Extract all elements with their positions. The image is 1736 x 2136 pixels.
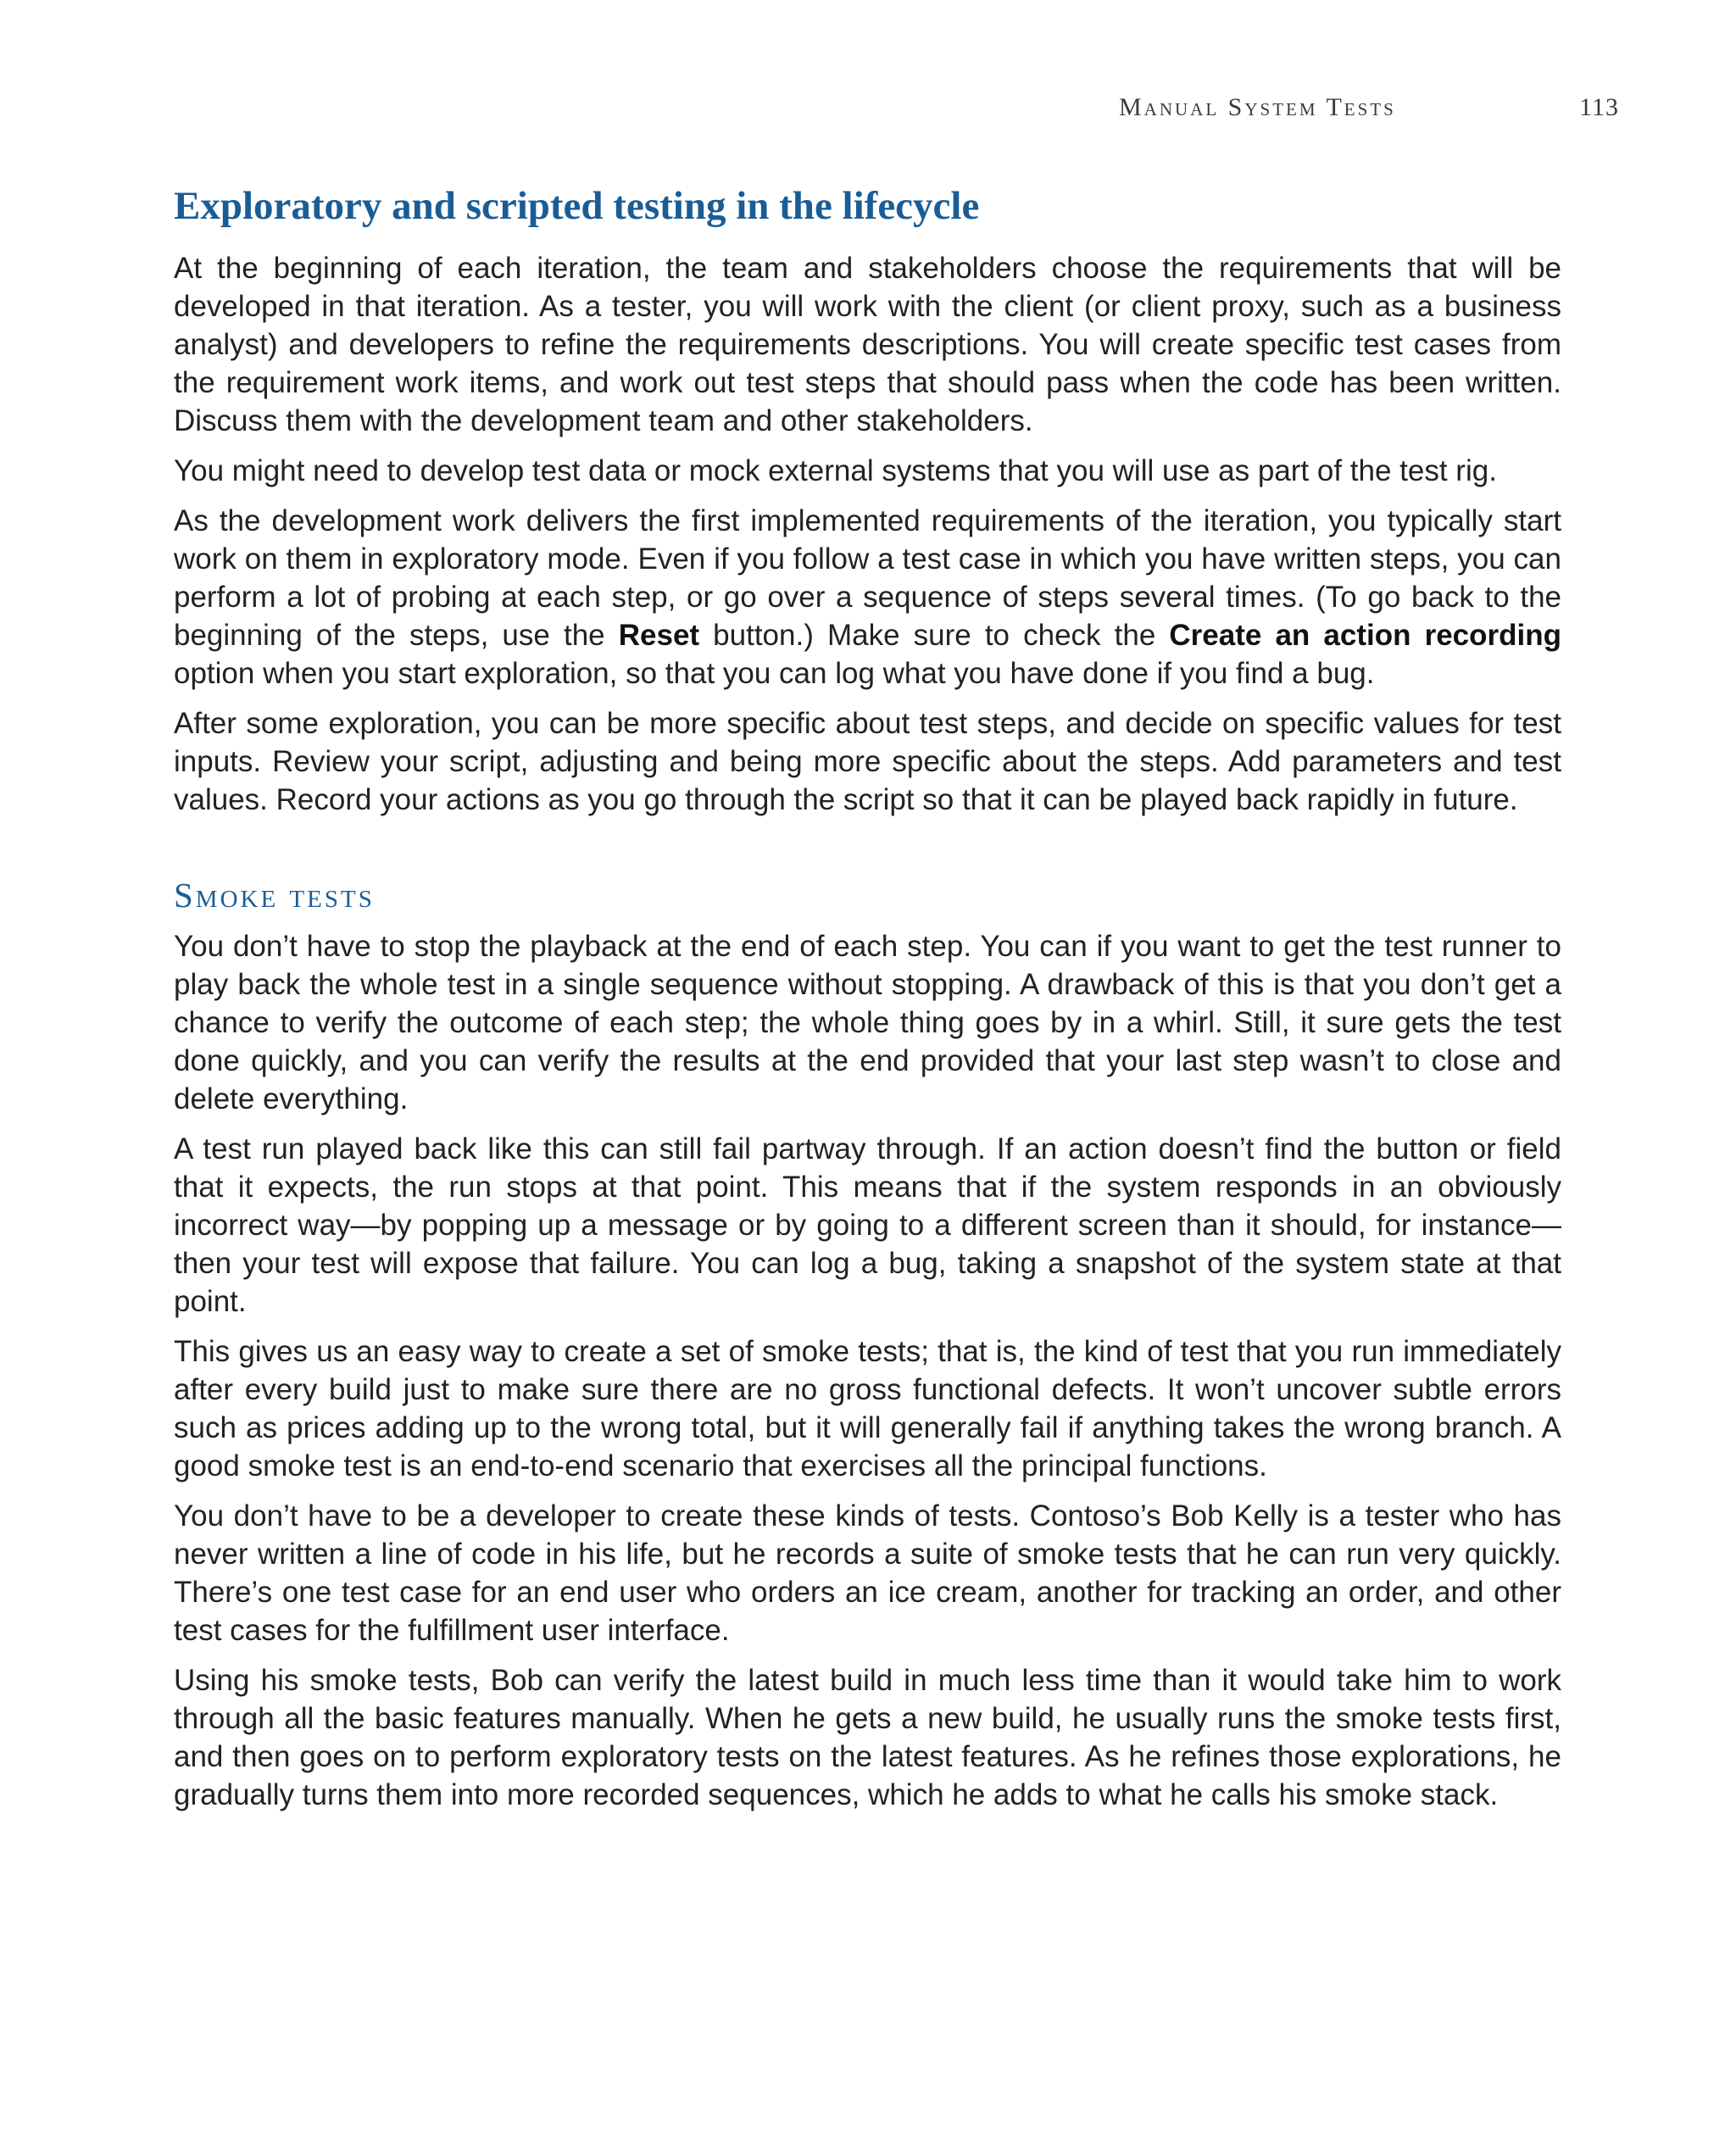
paragraph-text: As the development work delivers the first implemented requirements of the iteration, you typically start work on them in exploratory mode. Even if you follow a test case in which you have written steps, you can perform a lot of probing at each step, or go over a sequence of steps several times. (To go back to the beginning of the steps, use the [174,504,1561,652]
paragraph-test-data: You might need to develop test data or mock external systems that you will use as part of the test rig. [174,454,1497,487]
paragraph-text: button.) Make sure to check the [699,619,1170,652]
paragraph-exploratory-mode [174,502,1561,693]
paragraph-specific-steps: After some exploration, you can be more specific about test steps, and decide on specific values for test inputs. Review your script, adjusting and being more specific about the steps. Add parameters and test values. Record your actions as you go through the script so that it can be played back rapidly in future. [174,707,1561,816]
create-action-recording-term: Create an action recording [1169,619,1561,652]
paragraph-playback: You don’t have to stop the playback at the end of each step. You can if you want to get the test runner to play back the whole test in a single sequence without stopping. A drawback of this is that you don’t get a chance to verify the outcome of each step; the whole thing goes by in a whirl. Still, it sure gets the test done quickly, and you can verify the results at the end provided that your last step wasn’t to close and delete everything. [174,930,1561,1115]
paragraph-fail-partway: A test run played back like this can still fail partway through. If an action doesn’t find the button or field that it expects, the run stops at that point. This means that if the system responds in an obviously incorrect way—by popping up a message or by going to a different screen than it should, for instance—then your test will expose that failure. You can log a bug, taking a snapshot of the system state at that point. [174,1132,1561,1318]
paragraph-smoke-tests: This gives us an easy way to create a set of smoke tests; that is, the kind of test that you run immediately after every build just to make sure there are no gross functional defects. It won’t uncover subtle errors such as prices adding up to the wrong total, but it will generally fail if anything takes the wrong branch. A good smoke test is an end-to-end scenario that exercises all the principal functions. [174,1335,1561,1482]
running-header [1017,93,1619,127]
paragraph-smoke-stack: Using his smoke tests, Bob can verify the latest build in much less time than it would take him to work through all the basic features manually. When he gets a new build, he usually runs the smoke tests first, and then goes on to perform exploratory tests on the latest features. As he refines those explorations, he gradually turns them into more recorded sequences, which he adds to what he calls his smoke stack. [174,1664,1561,1811]
paragraph-iteration-start: At the beginning of each iteration, the team and stakeholders choose the requirements that will be developed in that iteration. As a tester, you will work with the client (or client proxy, such as a business analyst) and developers to refine the requirements descriptions. You will create specific test cases from the requirement work items, and work out test steps that should pass when the code has been written. Discuss them with the development team and other stakeholders. [174,252,1561,437]
reset-button-term: Reset [618,619,700,652]
running-title: Manual System Tests [1119,93,1396,121]
paragraph-text: option when you start exploration, so that you can log what you have done if you find a bug. [174,657,1375,690]
paragraph-bob-kelly: You don’t have to be a developer to create these kinds of tests. Contoso’s Bob Kelly is a tester who has never written a line of code in his life, but he records a suite of smoke tests that he can run very quickly. There’s one test case for an end user who orders an ice cream, another for tracking an order, and other test cases for the fulfillment user interface. [174,1499,1561,1647]
section-heading: Exploratory and scripted testing in the lifecycle [174,184,980,228]
page-content [174,178,1561,1826]
subsection-heading: Smoke tests [174,876,375,915]
page-number: 113 [1579,93,1619,121]
